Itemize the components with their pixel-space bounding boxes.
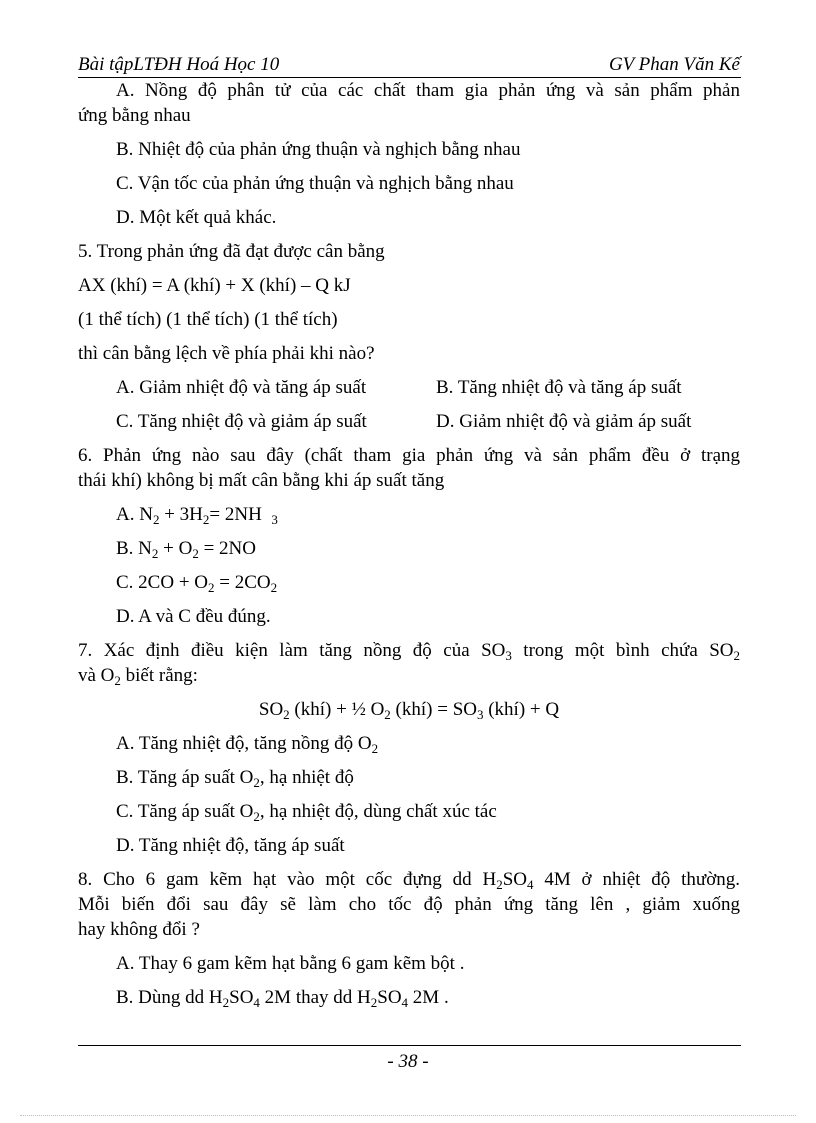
q7-option-c — [78, 799, 740, 824]
page-body — [78, 78, 740, 1010]
q8-stem-line1 — [78, 867, 740, 892]
q6-option-d: D. A và C đều đúng. — [116, 606, 271, 627]
q6-b-sub-b: 2 — [192, 546, 199, 561]
q8-stem-sub1: 2 — [496, 877, 503, 892]
q7-eq-sub1: 2 — [283, 707, 290, 722]
q6-stem-line2: thái khí) không bị mất cân bằng khi áp suất tăng — [78, 470, 445, 491]
q7-stem2-text1: và O — [78, 665, 115, 686]
q8-stem-line2: Mỗi biến đổi sau đây sẽ làm cho tốc độ phản ứng tăng lên , giảm xuống — [78, 894, 740, 915]
q7-stem-sub2: 2 — [733, 648, 740, 663]
page-edge-dotted-line — [20, 1115, 796, 1116]
q8-b-sub1: 2 — [222, 995, 230, 1010]
q7-eq-sub2: 2 — [384, 707, 391, 722]
q8-b-text1: B. Dùng dd H — [116, 987, 223, 1008]
q6-a-sub-b: 2 — [202, 512, 210, 527]
q7-option-d: D. Tăng nhiệt độ, tăng áp suất — [116, 835, 345, 856]
q5-option-a: A. Giảm nhiệt độ và tăng áp suất — [116, 377, 367, 398]
q7-a-sub: 2 — [371, 741, 379, 756]
page-header — [78, 54, 740, 78]
q6-b-eq: = 2NO — [198, 538, 257, 559]
q7-stem-sub1: 3 — [505, 648, 512, 663]
footer-rule — [78, 1045, 741, 1046]
q5-question: thì cân bằng lệch về phía phải khi nào? — [78, 343, 375, 364]
q5-equation: AX (khí) = A (khí) + X (khí) – Q kJ — [78, 275, 351, 296]
q8-stem-text3: 4M ở nhiệt độ thường. — [533, 869, 740, 890]
q6-b-plus: + O — [158, 538, 193, 559]
q6-c-eq: = 2CO — [214, 572, 271, 593]
header-author: GV Phan Văn Kế — [608, 54, 740, 75]
q7-a-text: A. Tăng nhiệt độ, tăng nồng độ O — [116, 733, 372, 754]
q6-b-sub: 2 — [151, 546, 159, 561]
q7-stem2-text2: biết rằng: — [120, 665, 198, 686]
q8-option-b — [78, 985, 740, 1010]
q8-b-sub3: 2 — [370, 995, 378, 1010]
q8-b-text2: SO — [229, 987, 254, 1008]
q4-option-b: B. Nhiệt độ của phản ứng thuận và nghịch bằng nhau — [116, 139, 521, 160]
header-title: Bài tậpLTĐH Hoá Học 10 — [78, 54, 280, 75]
q8-stem-line3: hay không đổi ? — [78, 919, 200, 940]
q6-a-eq: = 2NH — [209, 504, 262, 525]
q8-stem-sub2: 4 — [526, 877, 534, 892]
q8-stem-text1: 8. Cho 6 gam kẽm hạt vào một cốc đựng dd H — [78, 869, 497, 890]
q7-option-b — [78, 765, 740, 790]
q6-b-label: B. N — [116, 538, 152, 559]
q6-a-plus: + 3H — [159, 504, 203, 525]
q7-stem-line2 — [78, 663, 740, 688]
q5-volumes: (1 thể tích) (1 thể tích) (1 thể tích) — [78, 309, 338, 330]
q7-c-sub: 2 — [253, 809, 260, 824]
q6-stem-line1: 6. Phản ứng nào sau đây (chất tham gia phản ứng và sản phẩm đều ở trạng — [78, 445, 740, 466]
q6-c-sub-b: 2 — [270, 580, 278, 595]
q7-eq-sub3: 3 — [476, 707, 484, 722]
q4-option-a-line1: A. Nồng độ phân tử của các chất tham gia phản ứng và sản phẩm phản — [116, 80, 740, 101]
q5-option-b: B. Tăng nhiệt độ và tăng áp suất — [436, 377, 682, 398]
q5-options-row2 — [78, 409, 740, 434]
q8-b-text3: 2M thay dd H — [259, 987, 371, 1008]
q7-eq-so: SO — [258, 699, 284, 720]
q8-stem-text2: SO — [502, 869, 527, 890]
q6-a-label: A. N — [116, 504, 153, 525]
q6-c-sub: 2 — [208, 580, 215, 595]
q6-option-c — [78, 570, 740, 595]
q6-option-b — [78, 536, 740, 561]
q7-c-text1: C. Tăng áp suất O — [116, 801, 254, 822]
page-number: - 38 - — [387, 1051, 429, 1072]
q7-b-text1: B. Tăng áp suất O — [116, 767, 254, 788]
q8-b-text5: 2M . — [408, 987, 449, 1008]
q7-stem-text1: 7. Xác định điều kiện làm tăng nồng độ của SO — [78, 640, 506, 661]
q7-stem-text2: trong một bình chứa SO — [511, 640, 734, 661]
q5-stem: 5. Trong phản ứng đã đạt được cân bằng — [78, 241, 385, 262]
q7-eq-text3: (khí) + Q — [483, 699, 560, 720]
q8-b-sub2: 4 — [253, 995, 260, 1010]
q7-eq-text2: (khí) = SO — [390, 699, 477, 720]
q7-eq-text1: (khí) + ½ O — [289, 699, 385, 720]
q6-c-label: C. 2CO + O — [116, 572, 209, 593]
q7-equation — [78, 697, 740, 722]
q5-options-row1 — [78, 375, 740, 400]
q7-c-text2: , hạ nhiệt độ, dùng chất xúc tác — [259, 801, 497, 822]
q7-option-a — [78, 731, 740, 756]
q6-a-sub-c: 3 — [271, 512, 278, 527]
q4-option-d: D. Một kết quả khác. — [116, 207, 277, 228]
q4-option-c: C. Vận tốc của phản ứng thuận và nghịch bằng nhau — [116, 173, 514, 194]
q8-option-a: A. Thay 6 gam kẽm hạt bằng 6 gam kẽm bột . — [116, 953, 465, 974]
q7-b-sub: 2 — [253, 775, 260, 790]
q7-b-text2: , hạ nhiệt độ — [259, 767, 354, 788]
q7-stem2-sub: 2 — [114, 673, 121, 688]
q8-b-text4: SO — [377, 987, 402, 1008]
q6-a-sub: 2 — [152, 512, 160, 527]
q5-option-d: D. Giảm nhiệt độ và giảm áp suất — [436, 411, 692, 432]
q5-option-c: C. Tăng nhiệt độ và giảm áp suất — [116, 411, 367, 432]
q4-option-a-line2: ứng bằng nhau — [78, 105, 191, 126]
q7-stem-line1 — [78, 638, 740, 663]
q8-b-sub4: 4 — [401, 995, 409, 1010]
q6-option-a — [78, 502, 740, 527]
